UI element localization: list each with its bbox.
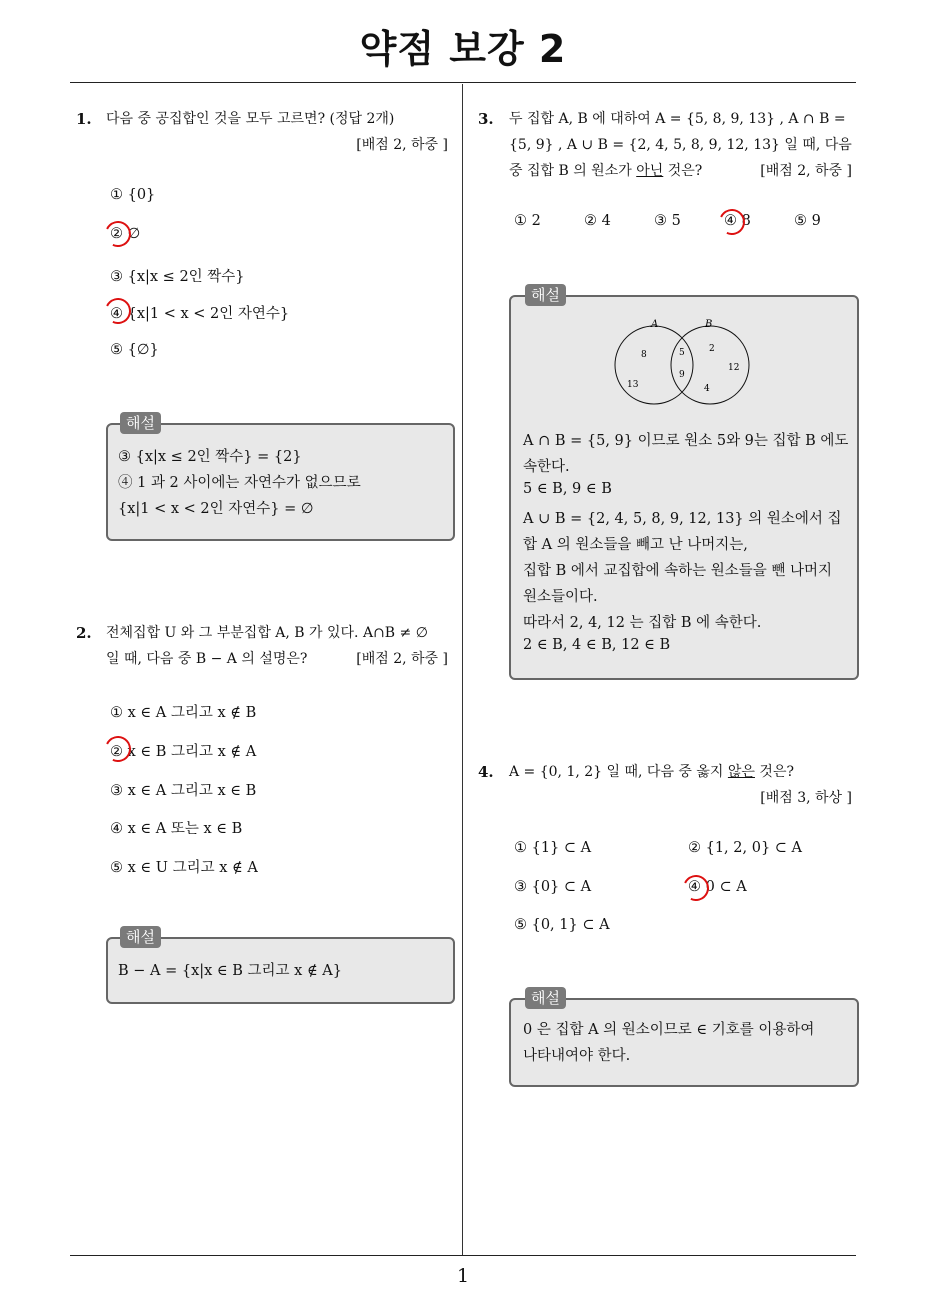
set-a-circle [615, 326, 693, 404]
page-title: 약점 보강 2 [359, 27, 567, 71]
set-b-label: B [705, 319, 713, 330]
question-text: A = {0, 1, 2} 일 때, 다음 중 옳지 않은 것은? [509, 764, 794, 780]
option-3[interactable]: ③ 5 [654, 213, 681, 229]
answer-mark [715, 205, 748, 238]
option-3[interactable]: ③ {x|x ≤ 2인 짝수} [110, 269, 245, 285]
page-number: 1 [456, 1265, 470, 1287]
option-4[interactable]: ④ 0 ⊂ A [688, 879, 747, 895]
venn-element: 8 [641, 350, 647, 360]
option-2[interactable]: ② ∅ [110, 226, 141, 242]
question-number: 1. [76, 110, 92, 128]
solution-line: ③ {x|x ≤ 2인 짝수} = {2} [118, 449, 302, 465]
solution-line: 0 은 집합 A 의 원소이므로 ∈ 기호를 이용하여 [523, 1022, 815, 1038]
solution-line: B − A = {x|x ∈ B 그리고 x ∉ A} [118, 963, 342, 979]
venn-element: 12 [728, 363, 740, 373]
question-score: [배점 2, 하중 ] [356, 137, 448, 153]
option-1[interactable]: ① 2 [514, 213, 541, 229]
solution-line: 2 ∈ B, 4 ∈ B, 12 ∈ B [523, 637, 671, 653]
answer-mark [679, 871, 712, 904]
question-number: 2. [76, 624, 92, 642]
venn-element: 4 [704, 384, 710, 394]
venn-element: 13 [627, 380, 639, 390]
solution-line: 나타내여야 한다. [523, 1048, 631, 1064]
solution-box [509, 286, 859, 680]
option-5[interactable]: ⑤ {∅} [110, 342, 159, 358]
option-3[interactable]: ③ {0} ⊂ A [514, 879, 592, 895]
column-divider [462, 84, 463, 1256]
solution-tag: 해설 [120, 412, 161, 434]
solution-line: ④ 1 과 2 사이에는 자연수가 없으므로 [118, 475, 361, 491]
option-1[interactable]: ① {0} [110, 187, 156, 203]
footer-rule [70, 1255, 856, 1256]
venn-diagram [611, 315, 761, 415]
question-text: 중 집합 B 의 원소가 아닌 것은? [509, 163, 703, 179]
question-score: [배점 3, 하상 ] [760, 790, 852, 806]
question-text: 다음 중 공집합인 것을 모두 고르면? (정답 2개) [106, 111, 395, 127]
question-score: [배점 2, 하중 ] [356, 651, 448, 667]
question-text: 두 집합 A, B 에 대하여 A = {5, 8, 9, 13} , A ∩ B = [509, 111, 846, 127]
option-4[interactable]: ④ x ∈ A 또는 x ∈ B [110, 821, 243, 837]
option-2[interactable]: ② {1, 2, 0} ⊂ A [688, 840, 803, 856]
venn-element: 5 [679, 348, 685, 358]
venn-element: 2 [709, 344, 715, 354]
solution-line: 따라서 2, 4, 12 는 집합 B 에 속한다. [523, 615, 762, 631]
question-text: {5, 9} , A ∪ B = {2, 4, 5, 8, 9, 12, 13} 일 때, 다음 [509, 137, 852, 153]
question-score: [배점 2, 하중 ] [760, 163, 852, 179]
header-rule [70, 82, 856, 83]
solution-tag: 해설 [120, 926, 161, 948]
option-2[interactable]: ② x ∈ B 그리고 x ∉ A [110, 744, 257, 760]
option-1[interactable]: ① {1} ⊂ A [514, 840, 592, 856]
solution-line: A ∪ B = {2, 4, 5, 8, 9, 12, 13} 의 원소에서 집 [523, 511, 842, 527]
solution-box [106, 414, 455, 541]
answer-mark [101, 217, 134, 250]
question-number: 4. [478, 763, 494, 781]
option-2[interactable]: ② 4 [584, 213, 611, 229]
solution-box [509, 989, 859, 1087]
venn-element: 9 [679, 370, 685, 380]
solution-line: 합 A 의 원소들을 빼고 난 나머지는, [523, 537, 748, 553]
solution-line: 속한다. [523, 459, 570, 475]
question-text: 전체집합 U 와 그 부분집합 A, B 가 있다. A∩B ≠ ∅ [106, 625, 428, 641]
solution-tag: 해설 [525, 987, 566, 1009]
solution-tag: 해설 [525, 284, 566, 306]
solution-box [106, 928, 455, 1004]
set-a-label: A [651, 319, 659, 330]
option-5[interactable]: ⑤ {0, 1} ⊂ A [514, 917, 610, 933]
option-3[interactable]: ③ x ∈ A 그리고 x ∈ B [110, 783, 257, 799]
solution-line: {x|1 < x < 2인 자연수} = ∅ [118, 501, 314, 517]
solution-line: A ∩ B = {5, 9} 이므로 원소 5와 9는 집합 B 에도 [523, 433, 849, 449]
solution-line: 집합 B 에서 교집합에 속하는 원소들을 뺀 나머지 [523, 563, 833, 579]
option-5[interactable]: ⑤ 9 [794, 213, 821, 229]
question-number: 3. [478, 110, 494, 128]
option-4[interactable]: ④ 8 [724, 213, 751, 229]
option-5[interactable]: ⑤ x ∈ U 그리고 x ∉ A [110, 860, 258, 876]
option-1[interactable]: ① x ∈ A 그리고 x ∉ B [110, 705, 257, 721]
solution-line: 5 ∈ B, 9 ∈ B [523, 481, 612, 497]
solution-line: 원소들이다. [523, 589, 598, 605]
question-text: 일 때, 다음 중 B − A 의 설명은? [106, 651, 308, 667]
option-4[interactable]: ④ {x|1 < x < 2인 자연수} [110, 306, 290, 322]
